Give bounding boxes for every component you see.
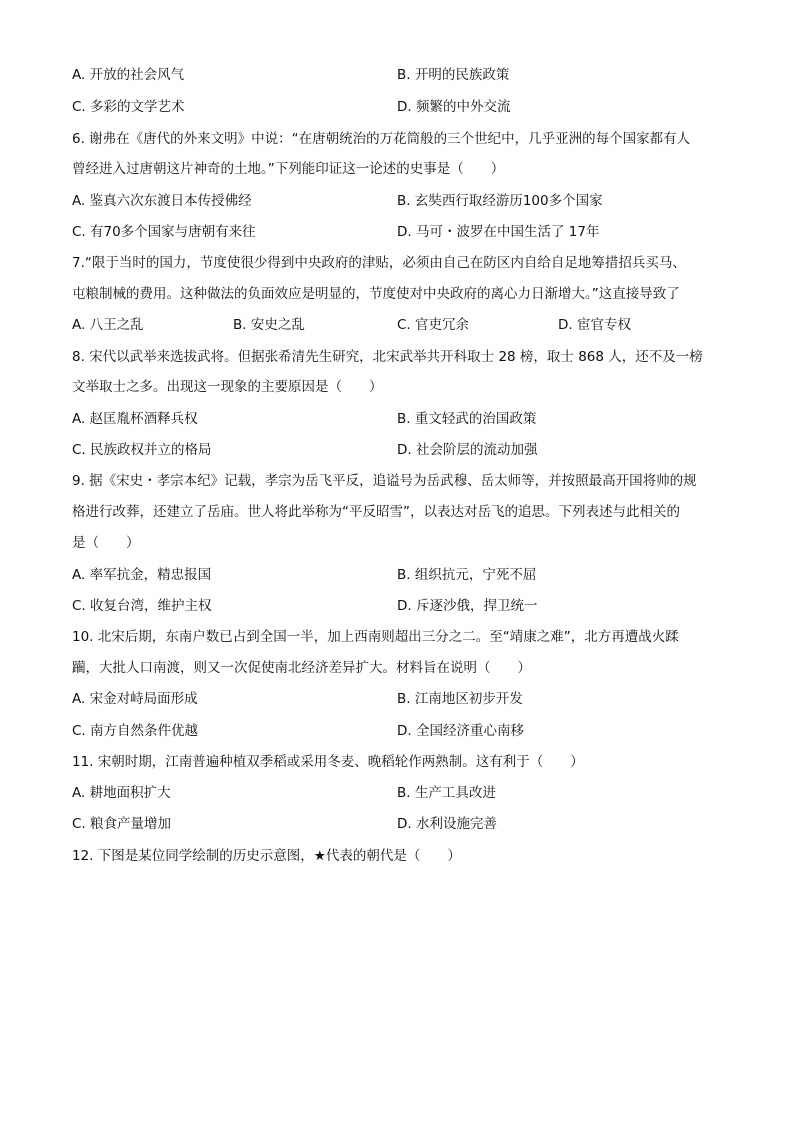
- q6-stem-line-1: 6. 谢弗在《唐代的外来文明》中说：“在唐朝统治的万花筒般的三个世纪中，几乎亚洲的每个国家都有人: [72, 131, 691, 147]
- q5-option-a[interactable]: A. 开放的社会风气: [72, 67, 185, 83]
- q8-stem-line-1: 8. 宋代以武举来选拔武将。但据张希清先生研究，北宋武举共开科取士 28 榜，取士 868 人，还不及一榜: [72, 349, 703, 365]
- q9-stem-line-1: 9. 据《宋史・孝宗本纪》记载，孝宗为岳飞平反，追谥号为岳武穆、岳太师等，并按照最高开国将帅的规: [72, 473, 697, 489]
- q9-stem-line-3: 是（ ）: [72, 535, 140, 551]
- q10-option-c[interactable]: C. 南方自然条件优越: [72, 723, 199, 739]
- q8-option-c[interactable]: C. 民族政权并立的格局: [72, 442, 212, 458]
- q7-stem-line-1: 7.“限于当时的国力，节度使很少得到中央政府的津贴，必须由自己在防区内自给自足地筹措招兵买马、: [72, 255, 686, 271]
- q6-option-d[interactable]: D. 马可・波罗在中国生活了 17年: [397, 224, 600, 240]
- q8-stem-line-2: 文举取士之多。出现这一现象的主要原因是（ ）: [72, 379, 383, 395]
- q8-option-b[interactable]: B. 重文轻武的治国政策: [397, 411, 537, 427]
- q9-option-a[interactable]: A. 率军抗金，精忠报国: [72, 567, 212, 583]
- q7-option-a[interactable]: A. 八王之乱: [72, 317, 144, 333]
- q9-stem-line-2: 格进行改葬，还建立了岳庙。世人将此举称为“平反昭雪”，以表达对岳飞的追思。下列表述与此相关的: [72, 504, 680, 520]
- q6-option-c[interactable]: C. 有70多个国家与唐朝有来往: [72, 224, 256, 240]
- q8-option-d[interactable]: D. 社会阶层的流动加强: [397, 442, 538, 458]
- q10-option-b[interactable]: B. 江南地区初步开发: [397, 691, 523, 707]
- q11-option-c[interactable]: C. 粮食产量增加: [72, 816, 172, 832]
- q12-stem-line-1: 12. 下图是某位同学绘制的历史示意图，★代表的朝代是（ ）: [72, 848, 461, 864]
- q5-option-c[interactable]: C. 多彩的文学艺术: [72, 99, 185, 115]
- q6-option-a[interactable]: A. 鉴真六次东渡日本传授佛经: [72, 193, 252, 209]
- q7-stem-line-2: 屯粮制械的费用。这种做法的负面效应是明显的，节度使对中央政府的离心力日渐增大。”这直接导致了: [72, 286, 680, 302]
- q10-stem-line-1: 10. 北宋后期，东南户数已占到全国一半，加上西南则超出三分之二。至“靖康之难”，北方再遭战火蹂: [72, 629, 679, 645]
- q9-option-c[interactable]: C. 收复台湾，维护主权: [72, 598, 212, 614]
- q11-stem-line-1: 11. 宋朝时期，江南普遍种植双季稻或采用冬麦、晚稻轮作两熟制。这有利于（ ）: [72, 754, 584, 770]
- q10-option-a[interactable]: A. 宋金对峙局面形成: [72, 691, 198, 707]
- q10-option-d[interactable]: D. 全国经济重心南移: [397, 723, 524, 739]
- q10-stem-line-2: 躏，大批人口南渡，则又一次促使南北经济差异扩大。材料旨在说明（ ）: [72, 660, 531, 676]
- q9-option-b[interactable]: B. 组织抗元，宁死不屈: [397, 567, 537, 583]
- q8-option-a[interactable]: A. 赵匡胤杯酒释兵权: [72, 411, 198, 427]
- q5-option-b[interactable]: B. 开明的民族政策: [397, 67, 510, 83]
- q5-option-d[interactable]: D. 频繁的中外交流: [397, 99, 511, 115]
- q11-option-b[interactable]: B. 生产工具改进: [397, 785, 496, 801]
- q9-option-d[interactable]: D. 斥逐沙俄，捍卫统一: [397, 598, 538, 614]
- q11-option-a[interactable]: A. 耕地面积扩大: [72, 785, 171, 801]
- q11-option-d[interactable]: D. 水利设施完善: [397, 816, 497, 832]
- q7-option-c[interactable]: C. 官吏冗余: [397, 317, 470, 333]
- q6-option-b[interactable]: B. 玄奘西行取经游历100多个国家: [397, 193, 603, 209]
- q7-option-d[interactable]: D. 宦官专权: [558, 317, 631, 333]
- q7-option-b[interactable]: B. 安史之乱: [233, 317, 305, 333]
- q6-stem-line-2: 曾经进入过唐朝这片神奇的土地。”下列能印证这一论述的史事是（ ）: [72, 161, 505, 177]
